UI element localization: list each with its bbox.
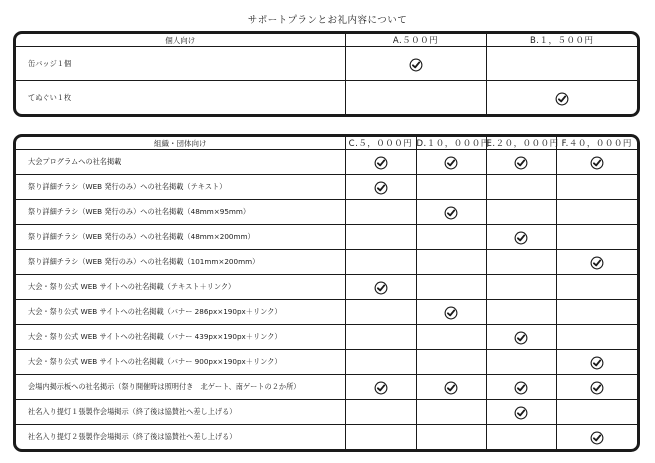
- organization-row-label: 社名入り提灯２張製作会場掲示（終了後は協賛社へ差し上げる）: [16, 425, 345, 450]
- plan-c-header: C.５，０００円: [345, 137, 416, 150]
- organization-plan-cell: [345, 250, 416, 275]
- individual-plans-box: [13, 31, 640, 117]
- organization-plans-table: [16, 137, 637, 449]
- check-circle-icon: [514, 231, 528, 245]
- organization-plan-cell: [486, 350, 556, 375]
- organization-row: [16, 225, 637, 250]
- organization-row-label: 祭り詳細チラシ（WEB 発行のみ）への社名掲載（48mm×95mm）: [16, 200, 345, 225]
- organization-plans-box: [13, 134, 640, 452]
- organization-plan-cell: [345, 175, 416, 200]
- check-circle-icon: [409, 58, 423, 72]
- organization-plan-cell: [345, 300, 416, 325]
- check-circle-icon: [514, 381, 528, 395]
- organization-plan-cell: [486, 250, 556, 275]
- organization-plan-cell: [486, 200, 556, 225]
- individual-row-label: 缶バッジ１個: [16, 47, 345, 81]
- organization-plan-cell: [556, 250, 637, 275]
- organization-row-label: 祭り詳細チラシ（WEB 発行のみ）への社名掲載（48mm×200mm）: [16, 225, 345, 250]
- check-circle-icon: [374, 156, 388, 170]
- organization-plan-cell: [345, 400, 416, 425]
- organization-plan-cell: [416, 200, 486, 225]
- page-title: サポートプランとお礼内容について: [247, 15, 408, 26]
- plan-d-header: D.１０，０００円: [416, 139, 490, 149]
- organization-plan-cell: [556, 150, 637, 175]
- individual-header: 個人向け: [16, 34, 345, 47]
- organization-row-label: 大会・祭り公式 WEB サイトへの社名掲載（バナー 900px×190px＋リンク）: [16, 350, 345, 375]
- organization-row: [16, 175, 637, 200]
- check-circle-icon: [444, 156, 458, 170]
- organization-row: [16, 325, 637, 350]
- organization-plan-cell: [416, 150, 486, 175]
- organization-row: [16, 425, 637, 450]
- organization-plan-cell: [556, 300, 637, 325]
- organization-plan-cell: [486, 225, 556, 250]
- organization-header: 組織・団体向け: [16, 137, 345, 150]
- individual-plan-cell: [486, 47, 637, 81]
- organization-plan-cell: [416, 350, 486, 375]
- organization-row-label: 社名入り提灯１張製作会場掲示（終了後は協賛社へ差し上げる）: [16, 400, 345, 425]
- individual-plans-table: [16, 34, 637, 114]
- check-circle-icon: [590, 256, 604, 270]
- organization-plan-cell: [556, 350, 637, 375]
- organization-plan-cell: [416, 250, 486, 275]
- organization-row: [16, 275, 637, 300]
- individual-row: [16, 81, 637, 114]
- check-circle-icon: [444, 206, 458, 220]
- organization-plan-cell: [345, 225, 416, 250]
- organization-plan-cell: [416, 275, 486, 300]
- plan-b-header: B.１，５００円: [486, 34, 637, 47]
- organization-plan-cell: [556, 400, 637, 425]
- organization-plan-cell: [416, 175, 486, 200]
- check-circle-icon: [444, 306, 458, 320]
- check-circle-icon: [590, 156, 604, 170]
- individual-plan-cell: [345, 47, 486, 81]
- organization-plan-cell: [556, 175, 637, 200]
- individual-row-label: てぬぐい１枚: [16, 81, 345, 114]
- check-circle-icon: [514, 331, 528, 345]
- organization-row-label: 大会・祭り公式 WEB サイトへの社名掲載（バナー 286px×190px＋リンク）: [16, 300, 345, 325]
- organization-row: [16, 250, 637, 275]
- organization-row: [16, 350, 637, 375]
- plan-f-header: F.４０，０００円: [556, 137, 637, 150]
- check-circle-icon: [444, 381, 458, 395]
- check-circle-icon: [590, 431, 604, 445]
- organization-row-label: 祭り詳細チラシ（WEB 発行のみ）への社名掲載（101mm×200mm）: [16, 250, 345, 275]
- organization-plan-cell: [486, 275, 556, 300]
- organization-row: [16, 150, 637, 175]
- individual-row: [16, 47, 637, 81]
- organization-plan-cell: [556, 425, 637, 450]
- check-circle-icon: [374, 381, 388, 395]
- organization-plan-cell: [486, 150, 556, 175]
- organization-plan-cell: [486, 325, 556, 350]
- organization-plan-cell: [416, 375, 486, 400]
- organization-plan-cell: [556, 200, 637, 225]
- organization-plan-cell: [345, 425, 416, 450]
- individual-plan-cell: [486, 81, 637, 114]
- organization-row: [16, 300, 637, 325]
- organization-plan-cell: [556, 325, 637, 350]
- organization-row: [16, 375, 637, 400]
- organization-row: [16, 400, 637, 425]
- organization-row-label: 会場内掲示板への社名掲示（祭り開催時は照明付き 北ゲート、南ゲートの２か所）: [16, 375, 345, 400]
- organization-plan-cell: [486, 425, 556, 450]
- organization-plan-cell: [556, 225, 637, 250]
- organization-plan-cell: [486, 175, 556, 200]
- check-circle-icon: [514, 156, 528, 170]
- organization-row-label: 大会・祭り公式 WEB サイトへの社名掲載（テキスト＋リンク）: [16, 275, 345, 300]
- organization-plan-cell: [345, 275, 416, 300]
- individual-plan-cell: [345, 81, 486, 114]
- organization-plan-cell: [345, 350, 416, 375]
- organization-plan-cell: [486, 300, 556, 325]
- organization-header-row: [16, 137, 637, 150]
- plan-a-header: A.５００円: [345, 34, 486, 47]
- organization-plan-cell: [486, 400, 556, 425]
- organization-plan-cell: [556, 375, 637, 400]
- individual-header-row: [16, 34, 637, 47]
- organization-plan-cell: [345, 150, 416, 175]
- organization-row-label: 大会・祭り公式 WEB サイトへの社名掲載（バナー 439px×190px＋リンク）: [16, 325, 345, 350]
- organization-plan-cell: [416, 425, 486, 450]
- check-circle-icon: [374, 281, 388, 295]
- plan-e-header: E.２０，０００円: [486, 139, 559, 149]
- organization-plan-cell: [416, 325, 486, 350]
- organization-plan-cell: [345, 200, 416, 225]
- organization-plan-cell: [556, 275, 637, 300]
- organization-plan-cell: [486, 375, 556, 400]
- organization-plan-cell: [345, 325, 416, 350]
- check-circle-icon: [374, 181, 388, 195]
- check-circle-icon: [514, 406, 528, 420]
- organization-plan-cell: [416, 225, 486, 250]
- organization-row-label: 祭り詳細チラシ（WEB 発行のみ）への社名掲載（テキスト）: [16, 175, 345, 200]
- check-circle-icon: [590, 381, 604, 395]
- organization-row: [16, 200, 637, 225]
- organization-plan-cell: [416, 400, 486, 425]
- organization-row-label: 大会プログラムへの社名掲載: [16, 150, 345, 175]
- check-circle-icon: [590, 356, 604, 370]
- organization-plan-cell: [416, 300, 486, 325]
- organization-plan-cell: [345, 375, 416, 400]
- check-circle-icon: [555, 92, 569, 106]
